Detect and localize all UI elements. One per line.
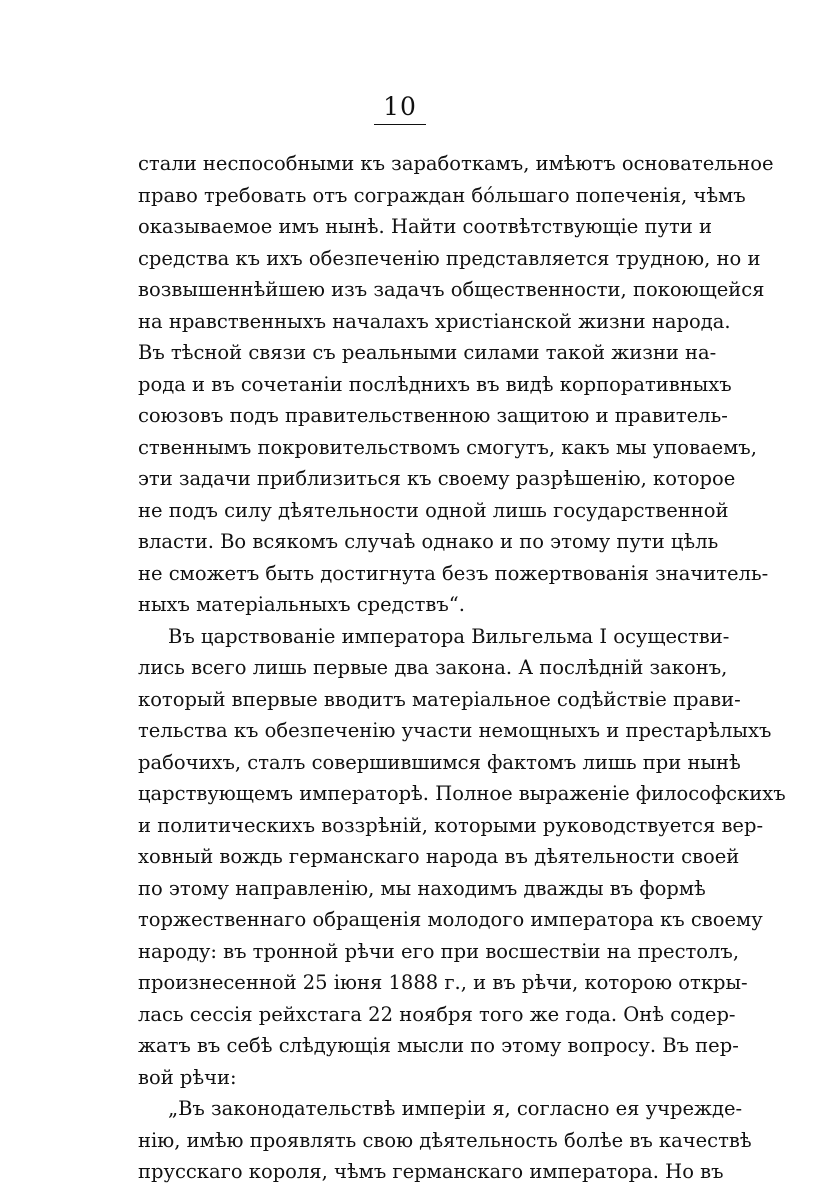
text-line: тельства къ обезпеченію участи немощныхъ и престарѣлыхъ: [138, 719, 772, 742]
text-line: народу: въ тронной рѣчи его при восшествіи на престолъ,: [138, 939, 740, 963]
text-line: „Въ законодательствѣ имперіи я, согласно ея учрежде-: [168, 1097, 743, 1120]
text-line: ныхъ матеріальныхъ средствъ“.: [138, 593, 465, 616]
text-line: лась сессія рейхстага 22 ноября того же года. Онѣ содер-: [138, 1002, 736, 1026]
text-line: средства къ ихъ обезпеченію представляется трудною, но и: [138, 246, 761, 270]
text-line: Въ тѣсной связи съ реальными силами такой жизни на-: [138, 341, 717, 364]
text-line: власти. Во всякомъ случаѣ однако и по этому пути цѣль: [138, 530, 719, 553]
text-line: не сможетъ быть достигнута безъ пожертвованія значитель-: [138, 561, 769, 585]
text-line: по этому направленію, мы находимъ дважды въ формѣ: [138, 876, 706, 900]
text-line: лись всего лишь первые два закона. А послѣдній законъ,: [138, 656, 728, 679]
text-line: оказываемое имъ нынѣ. Найти соотвѣтствующіе пути и: [138, 215, 712, 238]
text-line: жатъ въ себѣ слѣдующія мысли по этому вопросу. Въ пер-: [138, 1034, 739, 1057]
text-line: рабочихъ, сталъ совершившимся фактомъ лишь при нынѣ: [138, 750, 741, 774]
text-line: нію, имѣю проявлять свою дѣятельность болѣе въ качествѣ: [138, 1128, 752, 1152]
text-line: эти задачи приблизиться къ своему разрѣшенію, которое: [138, 467, 736, 490]
text-line: Въ царствованіе императора Вильгельма I осуществи-: [168, 624, 730, 648]
text-line: прусскаго короля, чѣмъ германскаго императора. Но въ: [138, 1160, 724, 1183]
text-line: право требовать отъ сограждан бóльшаго попеченія, чѣмъ: [138, 183, 746, 207]
text-line: и политическихъ воззрѣній, которыми руководствуется вер-: [138, 813, 764, 837]
text-line: союзовъ подъ правительственною защитою и правитель-: [138, 404, 728, 427]
page-number: 10: [383, 92, 417, 121]
text-line: произнесенной 25 іюня 1888 г., и въ рѣчи, которою откры-: [138, 971, 748, 994]
text-line: не подъ силу дѣятельности одной лишь государственной: [138, 498, 729, 522]
text-line: ховный вождь германскаго народа въ дѣятельности своей: [138, 845, 740, 868]
text-line: который впервые вводитъ матеріальное содѣйствіе прави-: [138, 687, 741, 711]
text-line: торжественнаго обращенія молодого императора къ своему: [138, 908, 763, 931]
text-line: возвышеннѣйшею изъ задачъ общественности, покоющейся: [138, 278, 765, 301]
text-line: ственнымъ покровительствомъ смогутъ, какъ мы уповаемъ,: [138, 435, 757, 459]
text-line: стали неспособными къ заработкамъ, имѣютъ основательное: [138, 152, 774, 175]
text-line: на нравственныхъ началахъ христіанской жизни народа.: [138, 309, 731, 333]
text-line: царствующемъ императорѣ. Полное выраженіе философскихъ: [138, 782, 786, 805]
body-text: [138, 148, 786, 1188]
text-line: рода и въ сочетаніи послѣднихъ въ видѣ корпоративныхъ: [138, 372, 732, 396]
page-number-rule: [374, 124, 426, 125]
text-line: вой рѣчи:: [138, 1065, 237, 1089]
